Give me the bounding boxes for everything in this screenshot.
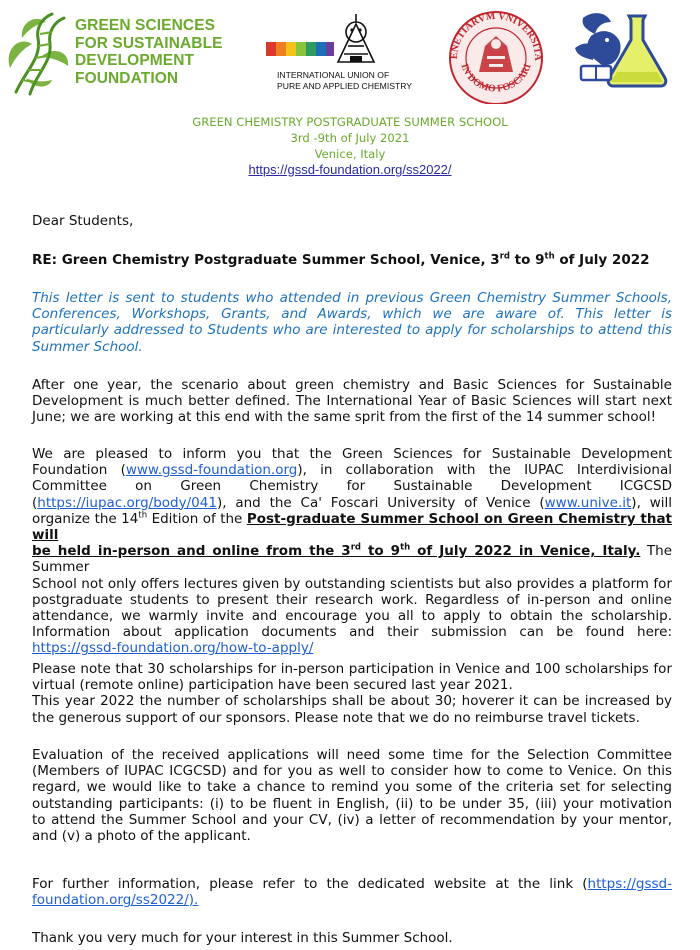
paragraph-text: ( (32, 494, 38, 511)
event-dates: 3rd -9th of July 2021 (290, 131, 410, 145)
paragraph-line: outstanding participants: (i) to be fluent in English, (ii) to be under 35, (iii) your motivation (32, 795, 672, 812)
paragraph-further-info (32, 876, 672, 908)
paragraph-line: Committee on Green Chemistry for Sustainable Development ICGCSD (32, 478, 672, 495)
gssd-logo-line: FOR SUSTAINABLE (75, 34, 223, 52)
paragraph-line: (Members of IUPAC ICGCSD) and for you as well to consider how to come to Venice. On this (32, 763, 672, 780)
intro-paragraph (32, 290, 672, 355)
paragraph-line (32, 876, 672, 892)
how-to-apply-link[interactable]: https://gssd-foundation.org/how-to-apply/ (32, 640, 314, 657)
unive-link[interactable]: www.unive.it (544, 494, 632, 511)
highlight-text (32, 543, 640, 559)
highlight-part: be held in-person and online from the 3 (32, 543, 351, 560)
paragraph-line: Please note that 30 scholarships for in-person participation in Venice and 100 scholarships for (32, 661, 672, 677)
paragraph-line (32, 892, 672, 908)
paragraph-text: Foundation ( (32, 462, 126, 479)
event-title: GREEN CHEMISTRY POSTGRADUATE SUMMER SCHOOL (192, 115, 508, 129)
event-url-link[interactable]: https://gssd-foundation.org/ss2022/ (248, 162, 452, 177)
paragraph-line (32, 495, 672, 511)
paragraph-text: organize the 14 (32, 510, 139, 527)
paragraph-text: Edition of the (147, 510, 247, 527)
gssd-logo-line: DEVELOPMENT (75, 52, 195, 69)
highlight-text: Post-graduate Summer School on Green Chemistry that will (32, 510, 673, 544)
paragraph-announcement (32, 446, 672, 657)
paragraph-text: ), in collaboration with the IUPAC Interdivisional (297, 462, 672, 479)
paragraph-line: and (v) a photo of the applicant. (32, 828, 251, 845)
paragraph-line: After one year, the scenario about green chemistry and Basic Sciences for Sustainable (32, 377, 672, 393)
website-link[interactable]: https://gssd- (587, 876, 672, 892)
subject-sup: rd (499, 251, 510, 262)
paragraph-line: attendance, we warmly invite and encourage you all to apply to obtain the scholarship. (32, 608, 672, 625)
event-info (0, 114, 700, 178)
paragraph-text: ), will (631, 494, 672, 511)
iupac-caption-line: INTERNATIONAL UNION OF (277, 70, 390, 80)
paragraph-line: the generous support of our sponsors. Please note that we do no reimburse travel tickets. (32, 709, 640, 726)
paragraph-line: We are pleased to inform you that the Green Sciences for Sustainable Development (32, 446, 672, 462)
ca-foscari-university-seal (441, 6, 551, 104)
event-location: Venice, Italy (314, 147, 386, 161)
iupac-logo (266, 10, 412, 100)
paragraph-line (32, 640, 672, 656)
paragraph-line: Development is much better defined. The International Year of Basic Sciences will start next (32, 393, 672, 410)
gssd-logo-text (75, 17, 223, 87)
website-link[interactable]: foundation.org/ss2022/ (32, 892, 189, 909)
intro-line: Conferences, Workshops, Grants, and Awards, which we are aware of. This letter is (32, 306, 672, 323)
intro-line: Summer School. (32, 338, 143, 355)
subject-text: RE: Green Chemistry Postgraduate Summer School, Venice, 3 (32, 252, 500, 268)
paragraph-line: School not only offers lectures given by outstanding scientists but also provides a platform for (32, 575, 672, 592)
paragraph-text: The Summer (32, 543, 673, 576)
paragraph-line: postgraduate students to present their research work. Regardless of in-person and online (32, 591, 672, 608)
intro-line: particularly addressed to Students who are interested to apply for scholarships to attend this (32, 322, 672, 339)
dna-leaf-icon (2, 8, 76, 98)
lion-flask-logo (567, 8, 675, 88)
subject-line (32, 252, 672, 268)
paragraph-line: regard, we would like to take a chance to remind you some of the criteria set for selecting (32, 779, 672, 796)
paragraph-line: June; we are working at this end with the same sprit from the first of the 14 summer school! (32, 409, 657, 426)
highlight-part: of July 2022 in Venice, Italy. (410, 543, 641, 560)
paragraph-line: Evaluation of the received applications will need some time for the Selection Committee (32, 747, 672, 763)
paragraph-line (32, 511, 672, 543)
gssd-logo-line: FOUNDATION (75, 69, 179, 87)
highlight-sup: rd (350, 542, 361, 553)
paragraph-line (32, 462, 672, 478)
paragraph-context (32, 377, 672, 426)
paragraph-line: Information about application documents and their submission can be found here: (32, 624, 672, 641)
subject-text: of July 2022 (554, 252, 650, 268)
subject-text: to 9 (509, 252, 545, 268)
paragraph-line: This year 2022 the number of scholarships shall be about 30; hoverer it can be increased by (32, 693, 672, 710)
paragraph-scholarships (32, 661, 672, 726)
winged-lion-flask-icon (567, 8, 675, 88)
closing: Thank you very much for your interest in this Summer School. (32, 930, 453, 946)
subject-sup: th (544, 251, 555, 262)
paragraph-line: to attend the Summer School and your CV, (iv) a letter of recommendation by your mentor, (32, 811, 672, 828)
paragraph-text: For further information, please refer to the dedicated website at the link ( (32, 876, 588, 892)
university-seal-icon (441, 6, 551, 104)
svg-text:VENETIARVM VNIVERSITAS: ENETIARVM VNIVERSITA (448, 10, 544, 61)
edition-sup: th (138, 510, 148, 521)
highlight-part: to 9 (360, 543, 401, 560)
paragraph-evaluation (32, 747, 672, 844)
greeting: Dear Students, (32, 213, 134, 229)
paragraph-text: ), and the Ca' Foscari University of Venice ( (216, 494, 545, 511)
paragraph-text: ). (188, 892, 199, 909)
gssd-foundation-link[interactable]: www.gssd-foundation.org (125, 462, 298, 479)
iupac-emblem-icon (266, 10, 406, 68)
paragraph-line (32, 543, 672, 575)
gssd-foundation-logo (2, 8, 232, 98)
iupac-caption (277, 70, 412, 92)
intro-line: This letter is sent to students who attended in previous Green Chemistry Summer Schools, (32, 290, 672, 306)
iupac-body-link[interactable]: https://iupac.org/body/041 (37, 494, 217, 511)
highlight-sup: th (400, 542, 411, 553)
svg-text:IN DOMO FOSCARI: IN DOMO FOSCARI (458, 62, 534, 95)
paragraph-line: virtual (remote online) participation have been secured last year 2021. (32, 677, 513, 694)
gssd-logo-line: GREEN SCIENCES (75, 17, 216, 34)
iupac-caption-line: PURE AND APPLIED CHEMISTRY (277, 81, 412, 91)
